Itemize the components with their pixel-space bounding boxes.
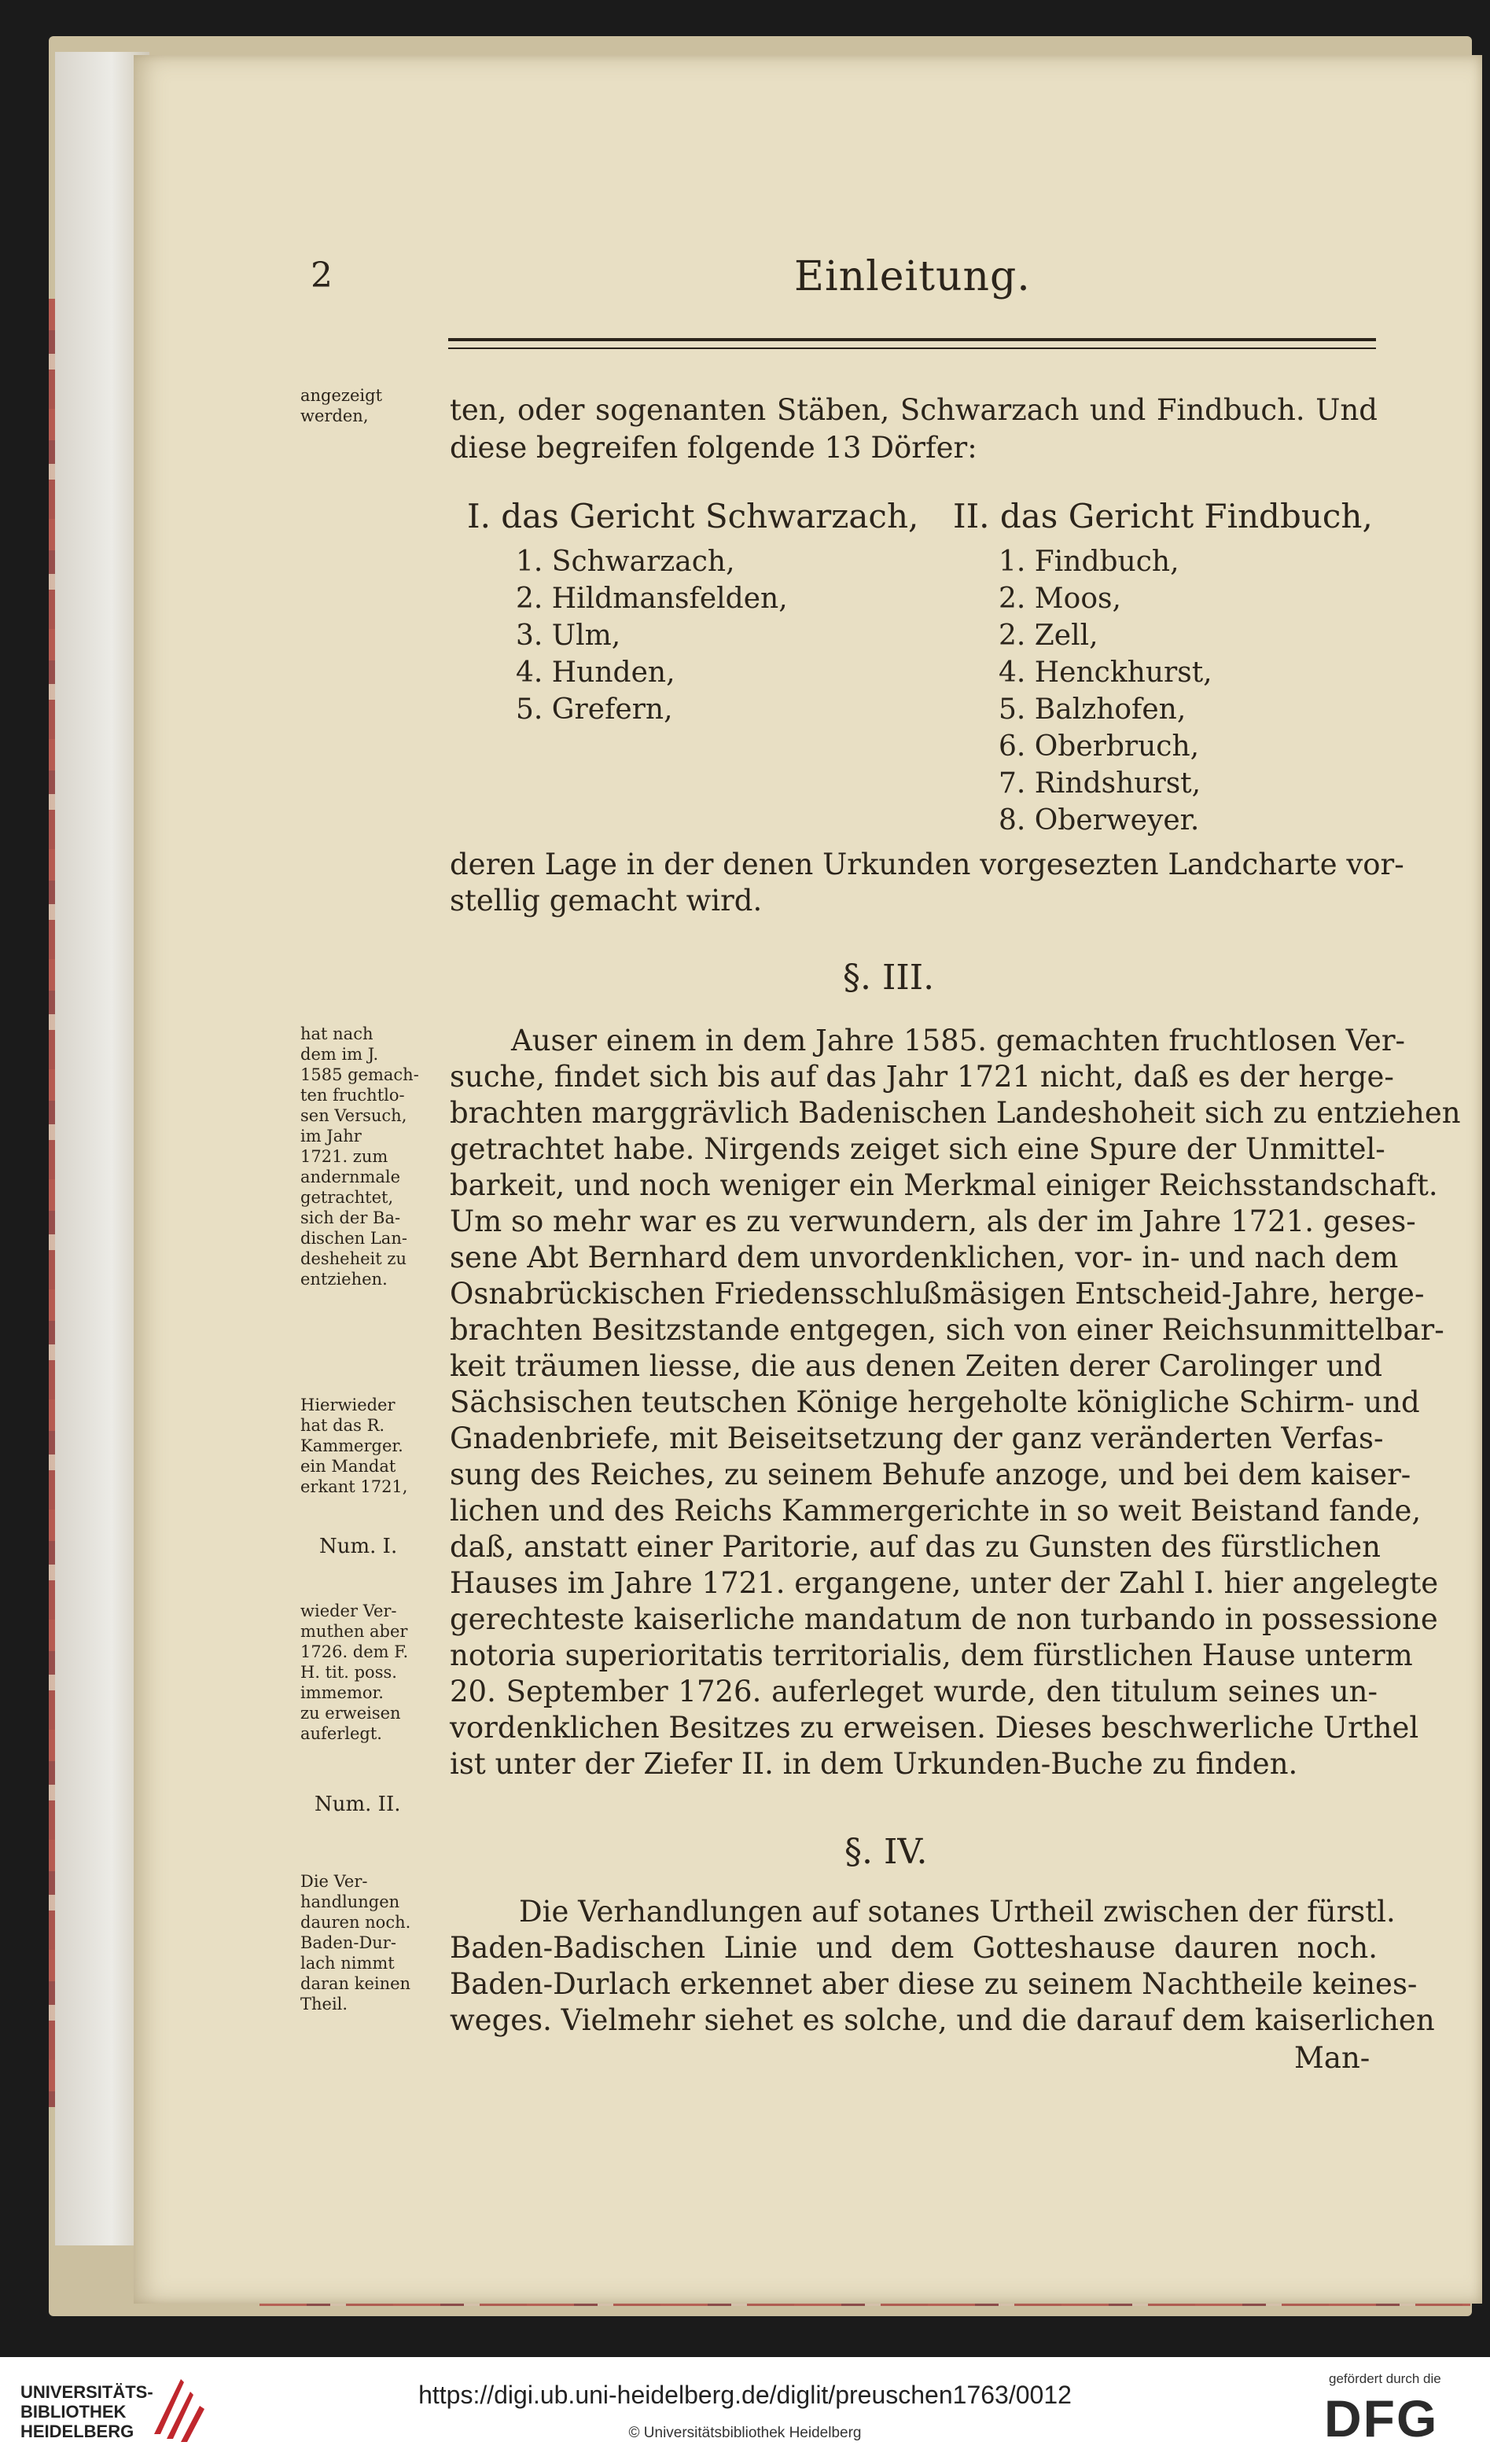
library-name: UNIVERSITÄTS- BIBLIOTHEK HEIDELBERG [20,2382,153,2441]
viewer-footer [0,2357,1490,2464]
list-item: 2. Hildmansfelden, [516,583,788,615]
running-head: Einleitung. [794,253,1031,300]
list-item: 2. Zell, [999,620,1098,652]
list-item: 1. Schwarzach, [516,546,735,578]
text-line: gerechteste kaiserliche mandatum de non turbando in possessione [450,1602,1438,1636]
list-item: 5. Grefern, [516,693,673,726]
catchword: Man- [1294,2041,1370,2075]
text-line: ist unter der Ziefer II. in dem Urkunden-Buche zu finden. [450,1747,1298,1781]
text-line: barkeit, und noch weniger ein Merkmal einiger Reichsstandschaft. [450,1168,1438,1202]
text-line: vordenklichen Besitzes zu erweisen. Dieses beschwerliche Urthel [450,1711,1419,1745]
copyright-notice: © Universitätsbibliothek Heidelberg [628,2425,862,2441]
text-line: brachten marggrävlich Badenischen Landeshoheit sich zu entziehen [450,1096,1461,1130]
margin-note: wieder Ver- muthen aber 1726. dem F. H. tit. poss. immemor. zu erweisen auferlegt. [300,1602,409,1743]
list-item: 1. Findbuch, [999,546,1179,578]
page-number: 2 [311,256,333,296]
header-rule-thin [448,348,1376,349]
text-line: Die Verhandlungen auf sotanes Urtheil zwischen der fürstl. [519,1895,1396,1929]
text-line: Gnadenbriefe, mit Beiseitsetzung der ganz veränderten Verfas- [450,1421,1384,1455]
section-heading: §. IV. [844,1832,928,1872]
text-line: diese begreifen folgende 13 Dörfer: [450,431,977,465]
text-line: getrachtet habe. Nirgends zeiget sich eine Spure der Unmittel- [450,1132,1385,1166]
text-line: keit träumen liesse, die aus denen Zeiten derer Carolinger und [450,1349,1383,1383]
list-item: 4. Hunden, [516,656,675,689]
text-line: 20. September 1726. auferleget wurde, den titulum seines un- [450,1675,1378,1708]
text-line: brachten Besitzstande entgegen, sich von einer Reichsunmittelbar- [450,1313,1444,1347]
text-line: daß, anstatt einer Paritorie, auf das zu Gunsten des fürstlichen [450,1530,1381,1564]
list-heading-schwarzach: I. das Gericht Schwarzach, [467,497,919,535]
text-line: sung des Reiches, zu seinem Behufe anzoge, und bei dem kaiser- [450,1458,1411,1491]
header-rule [448,338,1376,341]
list-item: 8. Oberweyer. [999,804,1200,837]
list-item: 7. Rindshurst, [999,767,1201,800]
page-url-link[interactable]: https://digi.ub.uni-heidelberg.de/diglit/preuschen1763/0012 [418,2381,1072,2409]
text-line: Baden-Badischen Linie und dem Gotteshause dauren noch. [450,1931,1378,1965]
text-line: Osnabrückischen Friedensschlußmäsigen Entscheid-Jahre, herge- [450,1277,1425,1311]
list-item: 4. Henckhurst, [999,656,1212,689]
list-item: 6. Oberbruch, [999,730,1200,763]
margin-note: Hierwieder hat das R. Kammerger. ein Mandat erkant 1721, [300,1396,408,1496]
margin-reference: Num. I. [319,1535,398,1558]
text-line: suche, findet sich bis auf das Jahr 1721 nicht, daß es der herge- [450,1060,1394,1094]
text-line: Auser einem in dem Jahre 1585. gemachten fruchtlosen Ver- [511,1024,1406,1057]
text-line: Um so mehr war es zu verwundern, als der im Jahre 1721. geses- [450,1204,1416,1238]
text-line: ten, oder sogenanten Stäben, Schwarzach und Findbuch. Und [450,393,1378,427]
text-line: Hauses im Jahre 1721. ergangene, unter der Zahl I. hier angelegte [450,1566,1439,1600]
section-heading: §. III. [843,958,935,998]
text-line: notoria superioritatis territorialis, dem fürstlichen Hause unterm [450,1638,1413,1672]
list-item: 3. Ulm, [516,620,621,652]
text-line: lichen und des Reichs Kammergerichte in so weit Beistand fande, [450,1494,1422,1528]
margin-note: Die Ver- handlungen dauren noch. Baden-Dur- lach nimmt daran keinen Theil. [300,1872,411,2013]
list-heading-findbuch: II. das Gericht Findbuch, [953,497,1373,535]
text-line: Sächsischen teutschen Könige hergeholte königliche Schirm- und [450,1385,1420,1419]
text-line: deren Lage in der denen Urkunden vorgesezten Landcharte vor- [450,848,1404,881]
dfg-logo: DFG [1324,2389,1439,2447]
text-line: stellig gemacht wird. [450,884,763,918]
funding-note: gefördert durch die [1329,2371,1441,2386]
list-item: 2. Moos, [999,583,1121,615]
list-item: 5. Balzhofen, [999,693,1186,726]
margin-note: hat nach dem im J. 1585 gemach- ten fruchtlo- sen Versuch, im Jahr 1721. zum andernmale getrachtet, sich der Ba- dischen Lan- desheheit zu entziehen. [300,1024,419,1289]
text-line: weges. Vielmehr siehet es solche, und die darauf dem kaiserlichen [450,2003,1435,2037]
margin-note: angezeigt werden, [300,386,383,425]
text-line: sene Abt Bernhard dem unvordenklichen, vor- in- und nach dem [450,1241,1399,1274]
text-line: Baden-Durlach erkennet aber diese zu seinem Nachtheile keines- [450,1967,1418,2001]
margin-reference: Num. II. [315,1793,401,1816]
